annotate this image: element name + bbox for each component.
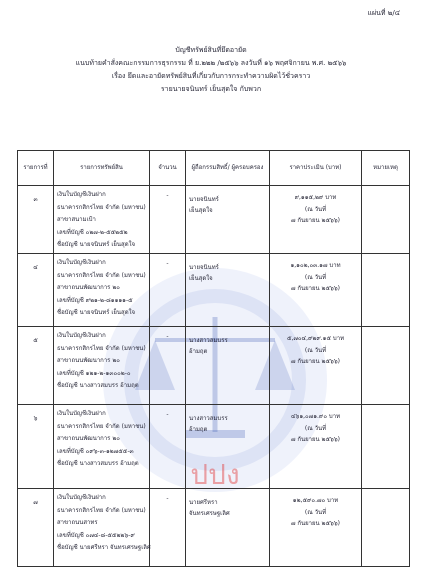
asset-quantity: -	[150, 405, 186, 489]
table-row	[18, 489, 410, 567]
price-line: (ณ วันที่	[304, 508, 327, 516]
asset-quantity: -	[150, 489, 186, 567]
column-header-owner: ผู้ถือกรรมสิทธิ์/ ผู้ครอบครอง	[186, 151, 270, 186]
document-header	[0, 44, 422, 96]
asset-remark	[362, 489, 410, 567]
asset-details	[54, 327, 150, 405]
asset-owner	[186, 327, 270, 405]
row-number: ๓	[18, 186, 54, 254]
asset-owner	[186, 254, 270, 327]
owner-line: นายจนินทร์	[189, 264, 219, 271]
svg-text:ปปง: ปปง	[190, 458, 240, 491]
asset-quantity: -	[150, 254, 186, 327]
owner-line: เย็นสุดใจ	[189, 207, 213, 214]
column-header-remark: หมายเหตุ	[362, 151, 410, 186]
asset-detail-line: สาขาถนนพัฒนาการ ๒๐	[57, 357, 120, 364]
owner-line: จันทรเศรษฐเลิศ	[189, 510, 230, 517]
asset-detail-line: เลขที่บัญชี ๐๙๖-๓-๑๒๗๕๕-๓	[57, 447, 134, 455]
asset-price	[270, 327, 362, 405]
table-row	[18, 327, 410, 405]
owner-line: อ้ามฤต	[189, 426, 208, 433]
asset-detail-line: ธนาคารกสิกรไทย จำกัด (มหาชน)	[57, 203, 146, 211]
header-title: บัญชีทรัพย์สินที่ยึดอายัด	[175, 46, 247, 54]
asset-details	[54, 489, 150, 567]
asset-remark	[362, 327, 410, 405]
asset-price	[270, 186, 362, 254]
asset-detail-line: ธนาคารกสิกรไทย จำกัด (มหาชน)	[57, 271, 146, 279]
asset-detail-line: เลขที่บัญชี ๙๒๑-๒-๘๑๑๑๑-๕	[57, 296, 133, 304]
table-row	[18, 254, 410, 327]
asset-detail-line: ธนาคารกสิกรไทย จำกัด (มหาชน)	[57, 422, 146, 430]
row-number: ๖	[18, 405, 54, 489]
row-number: ๕	[18, 327, 54, 405]
asset-details	[54, 405, 150, 489]
column-header-quantity: จำนวน	[150, 151, 186, 186]
asset-detail-line: เงินในบัญชีเงินฝาก	[57, 191, 106, 198]
header-subject: เรื่อง ยึดและอายัดทรัพย์สินที่เกี่ยวกับการกระทำความผิดไว้ชั่วคราว	[111, 72, 311, 80]
price-line: ๗ กันยายน ๒๕๖๖)	[290, 436, 341, 443]
asset-detail-line: ชื่อบัญชี นายจนินทร์ เย็นสุดใจ	[57, 309, 136, 316]
asset-detail-line: เลขที่บัญชี ๐๗๔-๘-๕๕๒๒๖-๙	[57, 531, 135, 539]
asset-detail-line: สาขาถนนพัฒนาการ ๒๐	[57, 435, 120, 442]
price-line: ๔๖๑,๐๗๑.๙๐ บาท	[290, 413, 341, 420]
asset-remark	[362, 186, 410, 254]
asset-detail-line: เงินในบัญชีเงินฝาก	[57, 410, 106, 417]
row-number: ๔	[18, 254, 54, 327]
table-header-row	[18, 151, 410, 186]
table-row	[18, 405, 410, 489]
owner-line: นางสาวสมบรร	[189, 337, 228, 344]
price-line: ๗ กันยายน ๒๕๖๖)	[290, 217, 341, 224]
price-line: ๙,๑๑๕,๒๙ บาท	[294, 194, 337, 201]
price-line: (ณ วันที่	[304, 273, 327, 281]
owner-line: นายจนินทร์	[189, 196, 219, 203]
price-line: ๕,๗๐๔,๙๒๙.๑๕ บาท	[286, 335, 345, 342]
owner-line: นายศรีหรา	[189, 499, 218, 506]
owner-line: นางสาวสมบรร	[189, 415, 228, 422]
price-line: ๑๒,๕๙๐.๗๐ บาท	[292, 497, 339, 504]
price-line: (ณ วันที่	[304, 424, 327, 432]
owner-line: อ้ามฤต	[189, 348, 208, 355]
asset-detail-line: เลขที่บัญชี ๐๒๗-๒-๕๕๒๕๒	[57, 228, 128, 236]
price-line: ๗ กันยายน ๒๕๖๖)	[290, 358, 341, 365]
price-line: ๗ กันยายน ๒๕๖๖)	[290, 285, 341, 292]
asset-detail-line: เงินในบัญชีเงินฝาก	[57, 332, 106, 339]
header-order-ref: แนบท้ายคำสั่งคณะกรรมการธุรกรรม ที่ ย.๒๒๒ /๒๕๖๖ ลงวันที่ ๑๖ พฤศจิกายน พ.ศ. ๒๕๖๖	[75, 59, 347, 67]
asset-price	[270, 405, 362, 489]
asset-detail-line: ชื่อบัญชี นางสาวสมบรร อ้ามฤต	[57, 382, 139, 389]
owner-line: เย็นสุดใจ	[189, 275, 213, 282]
column-header-asset: รายการทรัพย์สิน	[54, 151, 150, 186]
asset-detail-line: ชื่อบัญชี นางสาวสมบรร อ้ามฤต	[57, 460, 139, 467]
asset-detail-line: ธนาคารกสิกรไทย จำกัด (มหาชน)	[57, 506, 146, 514]
asset-detail-line: สาขาถนนสาทร	[57, 519, 98, 526]
asset-price	[270, 254, 362, 327]
asset-detail-line: ชื่อบัญชี นายจนินทร์ เย็นสุดใจ	[57, 241, 136, 248]
asset-detail-line: สาขาสนามเป้า	[57, 216, 96, 223]
row-number: ๗	[18, 489, 54, 567]
asset-detail-line: เลขที่บัญชี ๑๒๑-๒-๑๓๐๐๒-๐	[57, 369, 131, 377]
asset-quantity: -	[150, 186, 186, 254]
asset-detail-line: ธนาคารกสิกรไทย จำกัด (มหาชน)	[57, 344, 146, 352]
asset-detail-line: เงินในบัญชีเงินฝาก	[57, 494, 106, 501]
page-number: แผ่นที่ ๒/๔	[367, 9, 400, 17]
asset-owner	[186, 489, 270, 567]
table-row	[18, 186, 410, 254]
asset-detail-line: สาขาถนนพัฒนาการ ๒๐	[57, 284, 120, 291]
asset-remark	[362, 405, 410, 489]
asset-remark	[362, 254, 410, 327]
price-line: (ณ วันที่	[304, 205, 327, 213]
price-line: (ณ วันที่	[304, 346, 327, 354]
price-line: ๗ กันยายน ๒๕๖๖)	[290, 520, 341, 527]
asset-detail-line: ชื่อบัญชี นายศรีหรา จันทรเศรษฐเลิศ	[57, 544, 151, 551]
asset-detail-line: เงินในบัญชีเงินฝาก	[57, 259, 106, 266]
price-line: ๑,๑๐๒,๐๓.๑๗ บาท	[290, 262, 341, 269]
asset-table	[17, 150, 410, 567]
asset-details	[54, 186, 150, 254]
asset-details	[54, 254, 150, 327]
asset-price	[270, 489, 362, 567]
header-case-name: รายนายจนินทร์ เย็นสุดใจ กับพวก	[160, 85, 262, 93]
asset-owner	[186, 186, 270, 254]
asset-quantity: -	[150, 327, 186, 405]
column-header-number: รายการที่	[18, 151, 54, 186]
asset-owner	[186, 405, 270, 489]
column-header-price: ราคาประเมิน (บาท)	[270, 151, 362, 186]
